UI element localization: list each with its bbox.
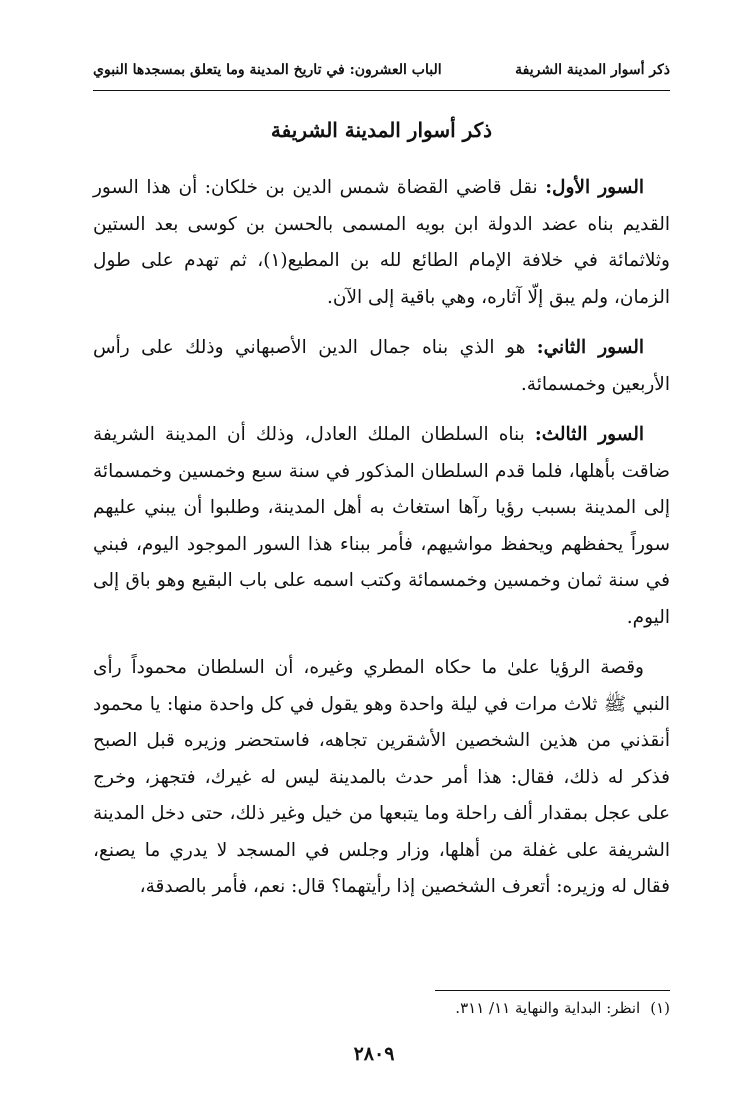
paragraph-text: بناه السلطان الملك العادل، وذلك أن المدينة الشريفة ضاقت بأهلها، فلما قدم السلطان المذكور في سنة سبع وخمسين وخمسمائة إلى المدينة بسبب رؤيا رآها استغاث به أهل المدينة، وطلبوا أن يبني عليهم سوراً يحفظهم ويحفظ مواشيهم، فأمر ببناء هذا السور الموجود اليوم، فبني في سنة ثمان وخمسين وخمسمائة وكتب اسمه على باب البقيع وهو باق إلى اليوم.: [93, 424, 670, 628]
footnote: [93, 996, 670, 1020]
running-header: [93, 58, 670, 82]
header-rule: [93, 90, 670, 91]
paragraph-lead: السور الثالث:: [534, 424, 644, 445]
paragraph: [93, 417, 670, 636]
footnote-number: (١): [650, 999, 670, 1017]
paragraph-text: نقل قاضي القضاة شمس الدين بن خلكان: أن هذا السور القديم بناه عضد الدولة ابن بويه المسمى بالحسن بن كوسى بعد الستين وثلاثمائة في خلافة الإمام الطائع لله بن المطيع(١)، ثم تهدم على طول الزمان، ولم يبق إلّا آثاره، وهي باقية إلى الآن.: [93, 177, 670, 308]
paragraph-lead: السور الأول:: [545, 177, 644, 198]
footnote-rule: [435, 990, 670, 991]
body-text: [93, 170, 670, 920]
paragraph-text: وقصة الرؤيا علىٰ ما حكاه المطري وغيره، أن السلطان محموداً رأى النبي ﷺ ثلاث مرات في ليلة واحدة وهو يقول في كل واحدة منها: يا محمود أنقذني من هذين الشخصين الأشقرين تجاهه، فاستحضر وزيره قبل الصبح فذكر له ذلك، فقال: هذا أمر حدث بالمدينة ليس له غيرك، فتجهز، وخرج على عجل بمقدار ألف راحلة وما يتبعها من خيل وغير ذلك، حتى دخل المدينة الشريفة على غفلة من أهلها، وزار وجلس في المسجد لا يدري ما يصنع، فقال له وزيره: أتعرف الشخصين إذا رأيتهما؟ قال: نعم، فأمر بالصدقة،: [93, 657, 670, 897]
header-section-title: الباب العشرون: في تاريخ المدينة وما يتعلق بمسجدها النبوي: [93, 62, 442, 78]
section-title: ذكر أسوار المدينة الشريفة: [270, 118, 493, 142]
paragraph: [93, 650, 670, 906]
paragraph-text: هو الذي بناه جمال الدين الأصبهاني وذلك على رأس الأربعين وخمسمائة.: [93, 337, 670, 395]
footnote-text: انظر: البداية والنهاية ١١/ ٣١١.: [455, 999, 641, 1017]
page-number: ٢٨٠٩: [353, 1043, 395, 1065]
paragraph: [93, 330, 670, 403]
paragraph: [93, 170, 670, 316]
paragraph-lead: السور الثاني:: [536, 337, 644, 358]
header-chapter-title: ذكر أسوار المدينة الشريفة: [515, 62, 670, 78]
